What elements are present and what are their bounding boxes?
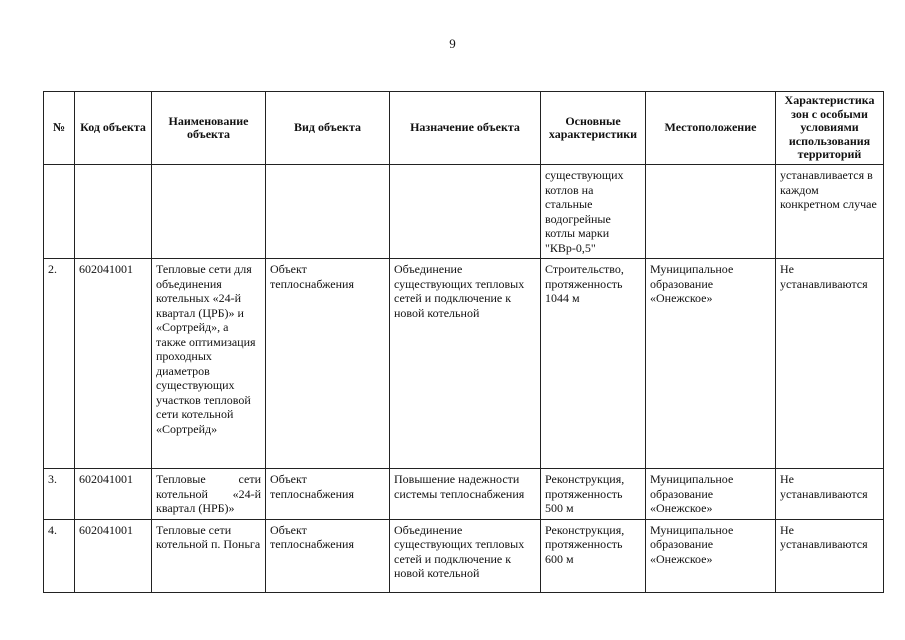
cell-purpose: Объединение существующих тепловых сетей и подключение к новой котельной — [390, 259, 541, 469]
page-number: 9 — [449, 36, 456, 51]
cell-zones: Не устанавливаются — [776, 519, 884, 592]
cell-type: Объект теплоснабжения — [266, 519, 390, 592]
cell-code: 602041001 — [75, 469, 152, 520]
cell-name — [152, 469, 266, 520]
cell-zones: Не устанавливаются — [776, 259, 884, 469]
header-num: № — [44, 92, 75, 165]
objects-table — [43, 91, 884, 593]
header-name: Наименование объекта — [152, 92, 266, 165]
cell-name — [152, 165, 266, 259]
header-code: Код объекта — [75, 92, 152, 165]
header-location: Местоположение — [646, 92, 776, 165]
cell-code: 602041001 — [75, 519, 152, 592]
table-row — [44, 519, 884, 592]
cell-code — [75, 165, 152, 259]
table-row-continuation — [44, 165, 884, 259]
cell-purpose: Объединение существующих тепловых сетей и подключение к новой котельной — [390, 519, 541, 592]
cell-name: Тепловые сети для объединения котельных «24-й квартал (ЦРБ)» и «Сортрейд», а также оптимизация проходных диаметров существующих участков тепловой сети котельной «Сортрейд» — [152, 259, 266, 469]
cell-num: 3. — [44, 469, 75, 520]
table-row — [44, 259, 884, 469]
cell-zones: устанавливается в каждом конкретном случае — [776, 165, 884, 259]
cell-purpose — [390, 165, 541, 259]
cell-characteristics: существующих котлов на стальные водогрейные котлы марки "КВр-0,5" — [541, 165, 646, 259]
table-header-row — [44, 92, 884, 165]
cell-code: 602041001 — [75, 259, 152, 469]
cell-num — [44, 165, 75, 259]
cell-characteristics: Реконструкция, протяженность 600 м — [541, 519, 646, 592]
cell-location: Муниципальное образование «Онежское» — [646, 469, 776, 520]
cell-num: 2. — [44, 259, 75, 469]
cell-type: Объект теплоснабжения — [266, 469, 390, 520]
cell-name-line: квартал (НРБ)» — [156, 501, 235, 515]
cell-type — [266, 165, 390, 259]
cell-num: 4. — [44, 519, 75, 592]
cell-characteristics: Реконструкция, протяженность 500 м — [541, 469, 646, 520]
cell-location: Муниципальное образование «Онежское» — [646, 259, 776, 469]
header-characteristics: Основные характеристики — [541, 92, 646, 165]
cell-name-line: котельной «24-й — [156, 486, 261, 501]
table-row — [44, 469, 884, 520]
header-zones: Характеристика зон с особыми условиями использования территорий — [776, 92, 884, 165]
cell-name: Тепловые сети котельной п. Поньга — [152, 519, 266, 592]
cell-purpose: Повышение надежности системы теплоснабжения — [390, 469, 541, 520]
cell-location — [646, 165, 776, 259]
header-type: Вид объекта — [266, 92, 390, 165]
header-purpose: Назначение объекта — [390, 92, 541, 165]
cell-characteristics: Строительство, протяженность 1044 м — [541, 259, 646, 469]
cell-type: Объект теплоснабжения — [266, 259, 390, 469]
cell-zones: Не устанавливаются — [776, 469, 884, 520]
cell-name-line: Тепловые сети — [156, 472, 261, 486]
cell-location: Муниципальное образование «Онежское» — [646, 519, 776, 592]
